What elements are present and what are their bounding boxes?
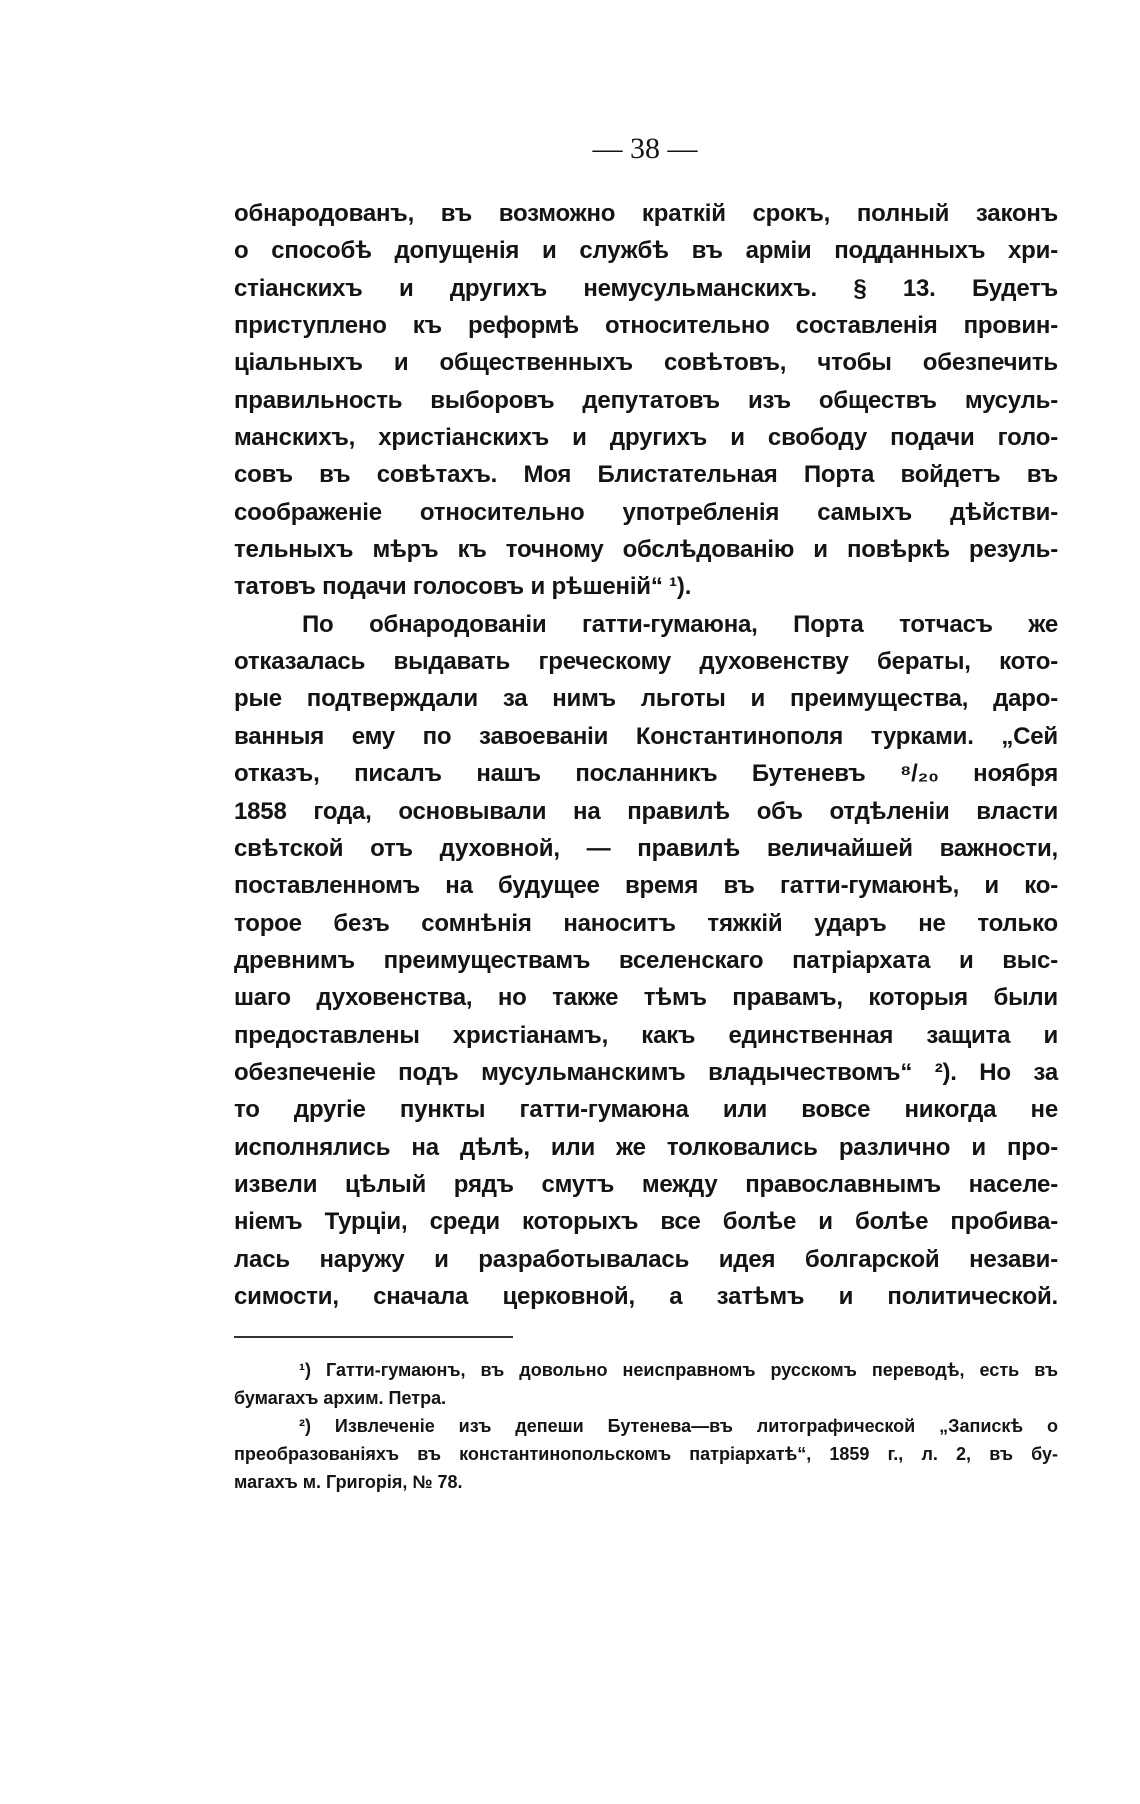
- footnotes: [234, 1360, 1058, 1500]
- footnote-divider: [234, 1336, 513, 1338]
- text-line: стіанскихъ и другихъ немусульманскихъ. § 13. Будетъ: [234, 274, 1058, 302]
- text-line: соображеніе относительно употребленія самыхъ дѣйстви-: [234, 498, 1058, 526]
- text-line: тельныхъ мѣръ къ точному обслѣдованію и повѣркѣ резуль-: [234, 536, 1058, 564]
- text-line: правильность выборовъ депутатовъ изъ обществъ мусуль-: [234, 386, 1058, 414]
- text-line: обезпеченіе подъ мусульманскимъ владычествомъ“ ²). Но за: [234, 1058, 1058, 1086]
- text-line: о способѣ допущенія и службѣ въ арміи подданныхъ хри-: [234, 237, 1058, 265]
- text-line: ніемъ Турціи, среди которыхъ все болѣе и болѣе пробива-: [234, 1208, 1058, 1236]
- footnote-line: ¹) Гатти-гумаюнъ, въ довольно неисправномъ русскомъ переводѣ, есть въ: [299, 1360, 1058, 1380]
- text-line: торое безъ сомнѣнія наноситъ тяжкій ударъ не только: [234, 909, 1058, 937]
- text-line: предоставлены христіанамъ, какъ единственная защита и: [234, 1021, 1058, 1049]
- text-line: татовъ подачи голосовъ и рѣшеній“ ¹).: [234, 573, 692, 601]
- paragraph: [234, 200, 1058, 611]
- footnote-line: преобразованіяхъ въ константинопольскомъ патріархатѣ“, 1859 г., л. 2, въ бу-: [234, 1444, 1058, 1464]
- text-line: симости, сначала церковной, а затѣмъ и политической.: [234, 1282, 1058, 1310]
- text-line: шаго духовенства, но также тѣмъ правамъ, которыя были: [234, 984, 1058, 1012]
- text-line: извели цѣлый рядъ смутъ между православнымъ населе-: [234, 1170, 1058, 1198]
- text-line: отказалась выдавать греческому духовенству бераты, кото-: [234, 648, 1058, 676]
- text-line: 1858 года, основывали на правилѣ объ отдѣленіи власти: [234, 797, 1058, 825]
- text-line: исполнялись на дѣлѣ, или же толковались различно и про-: [234, 1133, 1058, 1161]
- text-line: отказъ, писалъ нашъ посланникъ Бутеневъ ⁸/₂₀ ноября: [234, 760, 1058, 788]
- text-line: приступлено къ реформѣ относительно составленія провин-: [234, 312, 1058, 340]
- text-line: рые подтверждали за нимъ льготы и преимущества, даро-: [234, 685, 1058, 713]
- footnote: [234, 1360, 1058, 1416]
- text-line: ванныя ему по завоеваніи Константинополя турками. „Сей: [234, 722, 1058, 750]
- text-line: свѣтской отъ духовной, — правилѣ величайшей важности,: [234, 834, 1058, 862]
- text-line: то другіе пункты гатти-гумаюна или вовсе никогда не: [234, 1096, 1058, 1124]
- text-line: совъ въ совѣтахъ. Моя Блистательная Порта войдетъ въ: [234, 461, 1058, 489]
- footnote-line: бумагахъ архим. Петра.: [234, 1388, 447, 1408]
- text-line: поставленномъ на будущее время въ гатти-гумаюнѣ, и ко-: [234, 872, 1058, 900]
- text-line: древнимъ преимуществамъ вселенскаго патріархата и выс-: [234, 946, 1058, 974]
- body-text: [234, 200, 1058, 1320]
- text-line: обнародованъ, въ возможно краткій срокъ, полный законъ: [234, 200, 1058, 227]
- text-line: ціальныхъ и общественныхъ совѣтовъ, чтобы обезпечить: [234, 349, 1058, 377]
- paragraph: [234, 611, 1058, 1321]
- text-line: По обнародованіи гатти-гумаюна, Порта тотчасъ же: [302, 610, 1058, 638]
- page-number: — 38 —: [592, 132, 698, 165]
- footnote-line: магахъ м. Григорія, № 78.: [234, 1472, 463, 1492]
- text-line: манскихъ, христіанскихъ и другихъ и свободу подачи голо-: [234, 424, 1058, 452]
- text-line: лась наружу и разработывалась идея болгарской незави-: [234, 1245, 1058, 1273]
- footnote: [234, 1416, 1058, 1500]
- footnote-line: ²) Извлеченіе изъ депеши Бутенева—въ литографической „Запискѣ о: [299, 1416, 1058, 1436]
